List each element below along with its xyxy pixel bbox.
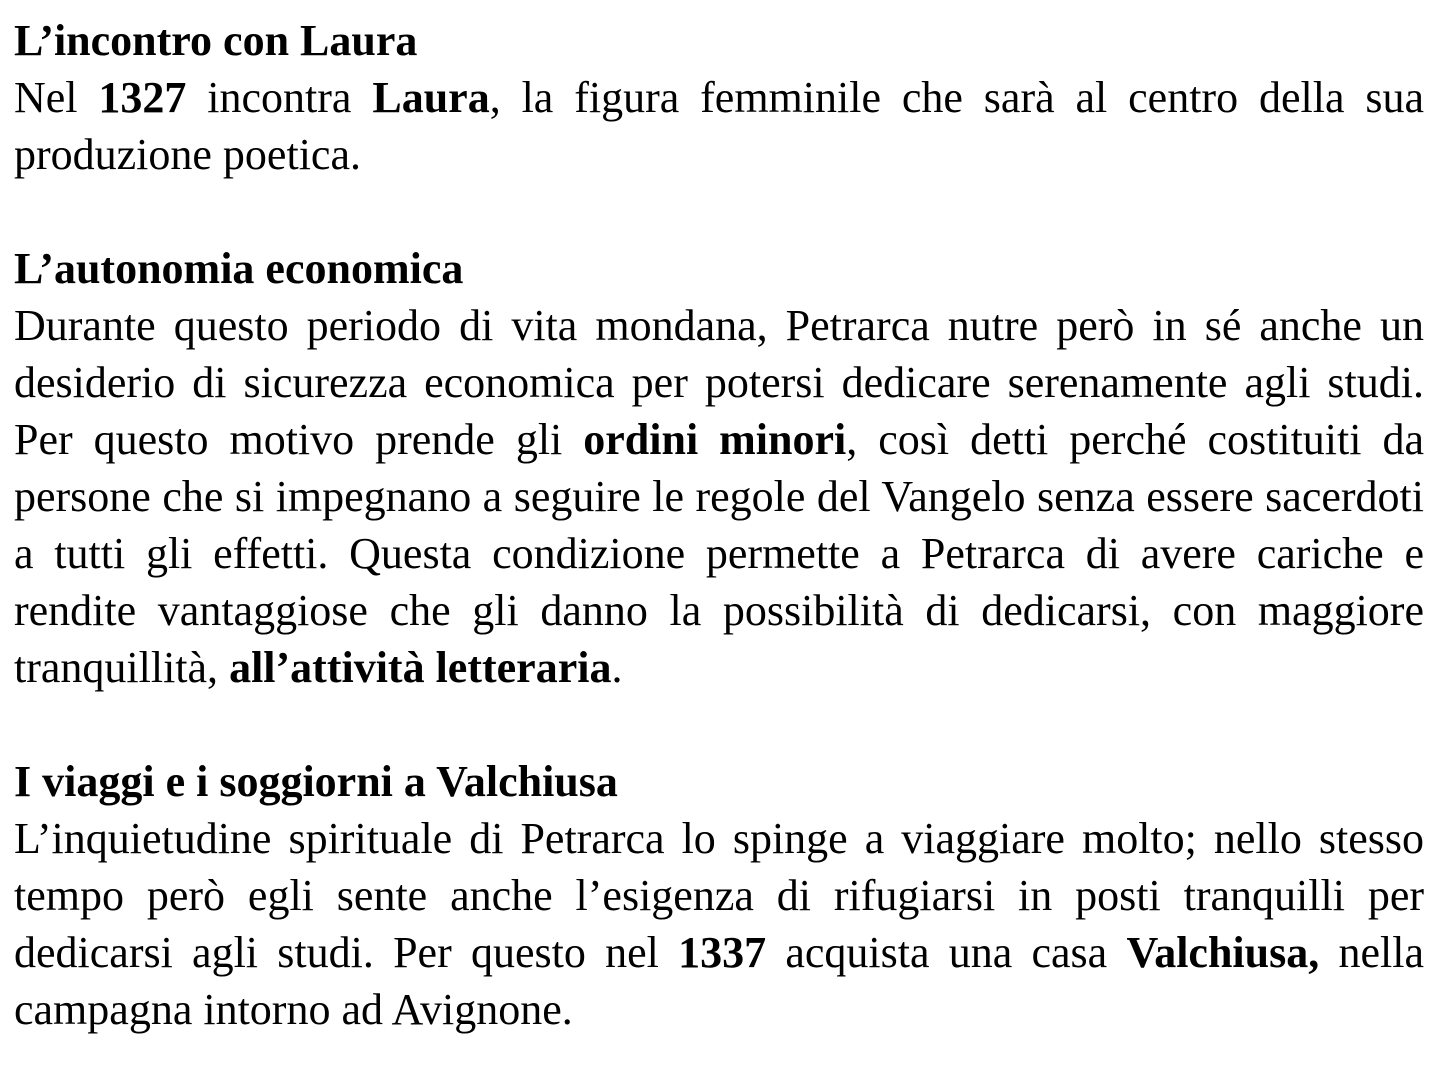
bold-text-run: 1327 bbox=[98, 73, 187, 122]
section-heading: I viaggi e i soggiorni a Valchiusa bbox=[14, 757, 618, 806]
text-run: nella campagna intorno ad Avignone. bbox=[14, 928, 1424, 1034]
text-run: incontra bbox=[186, 73, 373, 122]
section-autonomia-economica bbox=[14, 240, 1424, 696]
section-heading: L’incontro con Laura bbox=[14, 16, 418, 65]
section-paragraph bbox=[14, 810, 1424, 1038]
text-run: Durante questo periodo di vita mondana, Petrarca nutre però in sé anche un desiderio di sicurezza economica per potersi dedicare serenamente agli studi. Per questo motivo prende gli bbox=[14, 301, 1424, 464]
bold-text-run: all’attività letteraria bbox=[229, 643, 612, 692]
text-run: . bbox=[611, 643, 623, 692]
bold-text-run: Laura bbox=[372, 73, 490, 122]
text-run: L’inquietudine spirituale di Petrarca lo spinge a viaggiare molto; nello stesso tempo però egli sente anche l’esigenza di rifugiarsi in posti tranquilli per dedicarsi agli studi. Per questo nel bbox=[14, 814, 1424, 977]
text-run: acquista una casa bbox=[766, 928, 1127, 977]
section-viaggi-valchiusa bbox=[14, 753, 1424, 1038]
text-run: Nel bbox=[14, 73, 99, 122]
bold-text-run: ordini minori bbox=[583, 415, 847, 464]
bold-text-run: 1337 bbox=[678, 928, 767, 977]
text-run: , la figura femminile che sarà al centro della sua produzione poetica. bbox=[14, 73, 1425, 179]
text-run: , così detti perché costituiti da persone che si impegnano a seguire le regole del Vangelo senza essere sacerdoti a tutti gli effetti. Questa condizione permette a Petrarca di avere cariche e rendite vantaggiose che gli danno la possibilità di dedicarsi, con maggiore tranquillità, bbox=[14, 415, 1424, 692]
bold-text-run: Valchiusa, bbox=[1126, 928, 1320, 977]
section-paragraph bbox=[14, 297, 1424, 696]
section-incontro-laura bbox=[14, 12, 1424, 183]
section-paragraph bbox=[14, 69, 1424, 183]
section-heading: L’autonomia economica bbox=[14, 244, 464, 293]
